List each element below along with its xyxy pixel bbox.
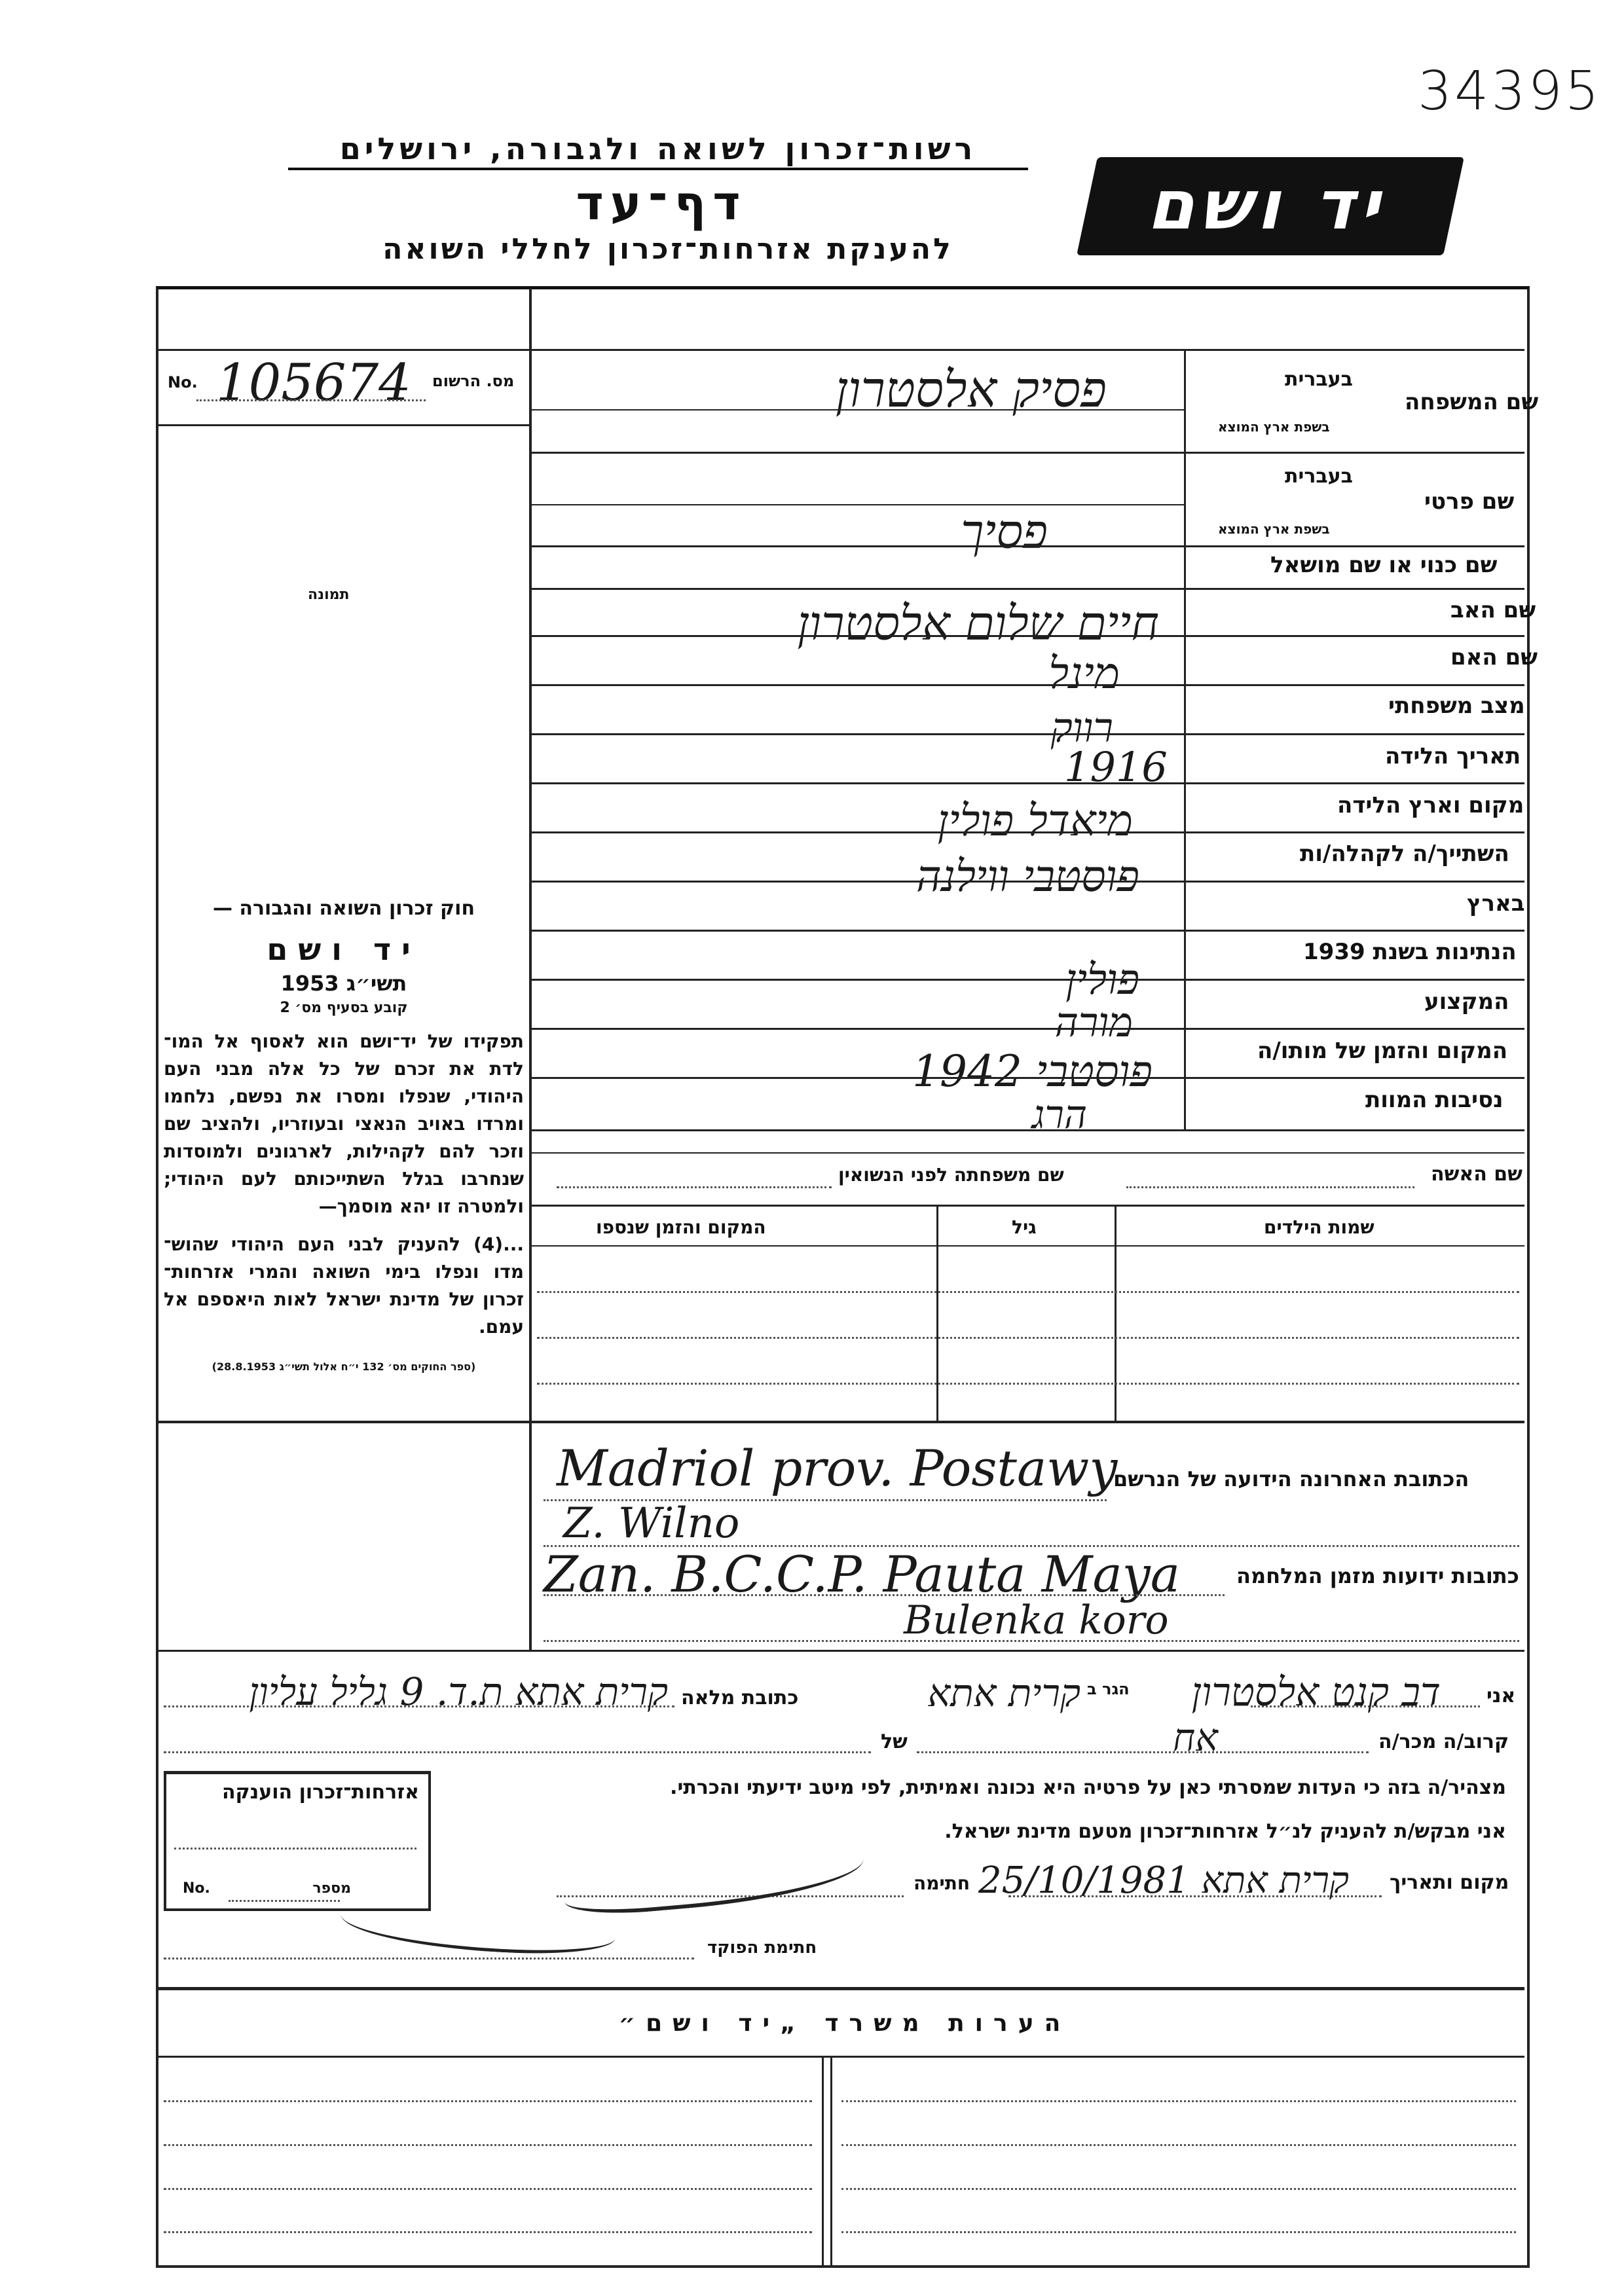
photo-label: תמונה [308,587,350,603]
witness-name-value: דב קנט אלסטרון [1191,1669,1441,1715]
form-title: דף־עד [576,175,747,230]
birth-date-value: 1916 [1064,743,1168,791]
surname-label: שם המשפחה [1405,389,1539,415]
birth-place-value: מיאדל פולין [937,795,1133,846]
profession-value: מורה [1054,998,1133,1046]
declaration-text: מצהיר/ה בזה כי העדות שמסרתי כאן על פרטיה היא נכונה ואמיתית, לפי מיטב ידיעתי והכרתי. [670,1776,1506,1799]
law-paragraph-2: ...(4) להעניק לבני העם היהודי שהוש־ מדו ונפלו בימי השואה והמרי אזרחות־ זכרון של מדינת ישראל לאות היאספם אל עמם. [164,1233,524,1338]
law-title: חוק זכרון השואה והגבורה — [212,897,475,920]
witness-resides-label: הגר ב [1087,1680,1130,1698]
law-clause: קובע בסעיף מס׳ 2 [280,1000,408,1016]
last-address-value-2: Z. Wilno [563,1499,740,1548]
mother-label: שם האם [1450,644,1538,670]
place-date-label: מקום ותאריך [1390,1871,1509,1894]
death-place-value: פוסטבי 1942 [912,1046,1153,1097]
form-subtitle: להענקת אזרחות־זכרון לחללי השואה [382,232,953,266]
country-label: בארץ [1467,890,1525,917]
marital-label: מצב משפחתי [1388,693,1525,719]
father-value: חיים שלום אלסטרון [797,596,1159,651]
logo-text: יד ושם [1143,165,1398,245]
yad-vashem-logo [1077,157,1464,255]
children-age-header: גיל [1012,1216,1037,1238]
wife-maiden-label: שם משפחתה לפני הנשואין [838,1164,1064,1186]
given-name-label: שם פרטי [1424,488,1515,515]
given-in-origin: בשפת ארץ המוצא [1218,521,1330,537]
registration-no: No. [168,373,198,392]
witness-resides-value: קרית אתא [927,1671,1080,1715]
citizenship-box-title: אזרחות־זכרון הוענקה [221,1781,419,1804]
remarks-title: הערות משרד „יד ושם״ [618,2010,1071,2037]
children-names-header: שמות הילדים [1264,1216,1375,1238]
death-circ-label: נסיבות המוות [1365,1087,1504,1113]
father-label: שם האב [1450,597,1536,623]
citizenship-value: פולין [1065,956,1139,1004]
children-place-header: המקום והזמן שנספו [596,1216,766,1238]
birth-place-label: מקום וארץ הלידה [1337,792,1524,818]
wartime-address-label: כתובות ידועות מזמן המלחמה [1236,1563,1519,1588]
death-circ-value: הרג [1031,1092,1087,1138]
law-source: (ספר החוקים מס׳ 132 י״ח אלול תשי״ג 28.8.1953) [212,1360,476,1373]
wartime-address-value-2: Bulenka koro [904,1597,1169,1643]
citizenship-box-no: No. [183,1880,210,1897]
last-address-label: הכתובת האחרונה הידועה של הנרשם [1113,1467,1469,1491]
wife-label: שם האשה [1431,1163,1522,1186]
surname-in-hebrew: בעברית [1285,368,1353,391]
full-address-label: כתובת מלאה [681,1686,799,1709]
community-value: פוסטבי ווילנה [915,851,1139,902]
request-text: אני מבקש/ת להעניק לנ״ל אזרחות־זכרון מטעם מדינת ישראל. [944,1820,1506,1843]
wartime-address-value: Zan. B.C.C.P. Pauta Maya [544,1545,1181,1603]
birth-date-label: תאריך הלידה [1385,743,1521,769]
law-name: יד ושם [267,932,421,967]
registration-value: 105674 [216,354,411,412]
given-name-value: פסיך [961,504,1048,559]
surname-in-origin: בשפת ארץ המוצא [1218,419,1330,435]
mother-value: מינל [1048,648,1120,699]
witness-i-label: אני [1486,1685,1516,1707]
marital-value: רווק [1050,704,1113,752]
relative-label: קרוב/ה מכר/ה [1378,1730,1509,1753]
death-place-label: המקום והזמן של מותו/ה [1257,1038,1508,1064]
place-date-value: קרית אתא 25/10/1981 [978,1859,1349,1902]
last-address-value: Madriol prov. Postawy [557,1439,1118,1497]
community-label: השתייך/ה לקהלה/ות [1300,841,1509,867]
surname-value: פסיק אלסטרון [835,360,1107,418]
nickname-label: שם כנוי או שם מושאל [1270,552,1498,578]
officer-label: חתימת הפוקד [707,1938,817,1958]
citizenship-label: הנתינות בשנת 1939 [1303,939,1517,965]
law-paragraph-1: תפקידו של יד־ושם הוא לאסוף אל המו־ לדת את זכרם של כל אלה מבני העם היהודי, שנפלו ומסרו את נפשם, נלחמו ומרדו באויב הנאצי ובעוזריו, ולהציב שם וזכר להם לקהילות, לארגונים ולמוסדות שנחרבו בגלל השתייכותם לעם היהודי; ולמטרה זו יהא מוסמך— [164,1030,524,1217]
full-address-value: קרית אתא ת.ד. 9 גליל עליון [249,1669,668,1714]
relative-value: אח [1172,1715,1218,1760]
authority-line: רשות־זכרון לשואה ולגבורה, ירושלים [288,131,1028,170]
citizenship-box [164,1771,431,1911]
citizenship-box-number: מספר [312,1880,351,1897]
archive-number: 34395 [1418,60,1602,122]
profession-label: המקצוע [1424,989,1509,1015]
signature-label: חתימה [913,1872,970,1894]
given-in-hebrew: בעברית [1285,465,1353,488]
law-year: תשי״ג 1953 [280,971,407,996]
relative-of-label: של [881,1730,908,1753]
registration-label: מס. הרשום [432,372,515,390]
